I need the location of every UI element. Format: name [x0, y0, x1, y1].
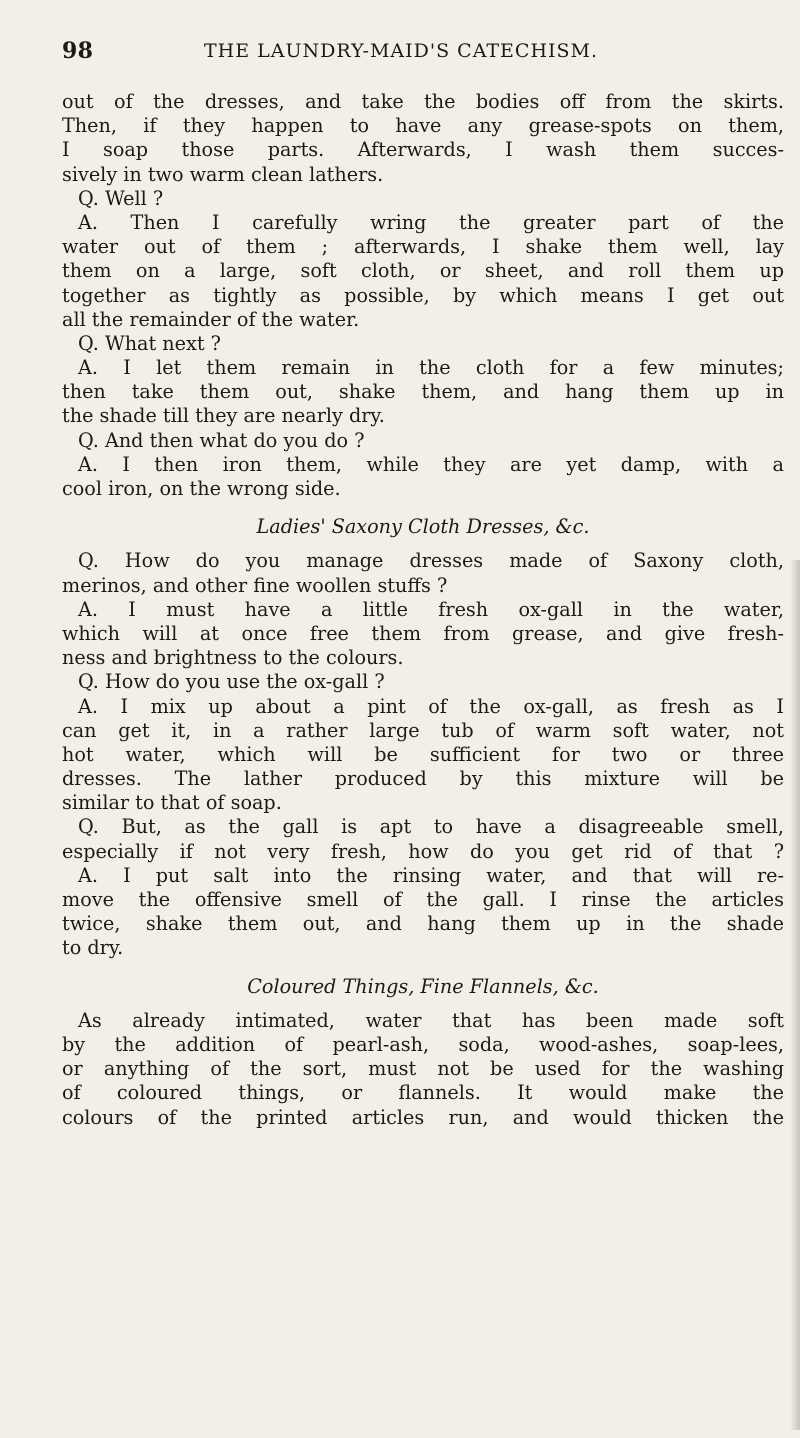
- text-line: then take them out, shake them, and hang them up in: [62, 380, 784, 404]
- text-line: the shade till they are nearly dry.: [62, 404, 385, 428]
- text-line: Q. How do you use the ox-gall ?: [78, 670, 385, 694]
- text-line: dresses. The lather produced by this mixture will be: [62, 767, 784, 791]
- text-line: A. I then iron them, while they are yet damp, with a: [78, 452, 784, 476]
- text-line: which will at once free them from grease, and give fresh-: [62, 621, 784, 645]
- text-line: of coloured things, or flannels. It would make the: [62, 1081, 784, 1105]
- text-line: hot water, which will be sufficient for two or three: [62, 742, 784, 766]
- text-line: As already intimated, water that has been made soft: [78, 1008, 784, 1032]
- text-line: Q. Well ?: [78, 186, 164, 210]
- text-line: can get it, in a rather large tub of warm soft water, not: [62, 718, 784, 742]
- text-line: to dry.: [62, 936, 124, 960]
- text-line: A. I must have a little fresh ox-gall in the water,: [78, 597, 784, 621]
- text-line: A. I put salt into the rinsing water, and that will re-: [78, 863, 784, 887]
- section-heading: Coloured Things, Fine Flannels, &c.: [247, 974, 599, 998]
- section-heading: Ladies' Saxony Cloth Dresses, &c.: [256, 515, 590, 539]
- text-line: A. I let them remain in the cloth for a few minutes;: [78, 356, 784, 380]
- running-title: THE LAUNDRY-MAID'S CATECHISM.: [204, 40, 599, 62]
- text-line: A. Then I carefully wring the greater part of the: [78, 210, 784, 234]
- text-line: Q. And then what do you do ?: [78, 428, 365, 452]
- text-line: A. I mix up about a pint of the ox-gall, as fresh as I: [78, 694, 784, 718]
- text-line: all the remainder of the water.: [62, 307, 360, 331]
- text-line: sively in two warm clean lathers.: [62, 162, 384, 186]
- text-line: ness and brightness to the colours.: [62, 646, 404, 670]
- text-line: water out of them ; afterwards, I shake them well, lay: [62, 235, 784, 259]
- text-line: Q. What next ?: [78, 331, 221, 355]
- text-line: twice, shake them out, and hang them up in the shade: [62, 912, 784, 936]
- text-line: cool iron, on the wrong side.: [62, 477, 341, 500]
- text-line: Then, if they happen to have any grease-spots on them,: [62, 114, 784, 138]
- text-line: together as tightly as possible, by which means I get out: [62, 283, 784, 307]
- page-edge-shadow: [790, 560, 800, 1430]
- text-line: out of the dresses, and take the bodies off from the skirts.: [62, 90, 784, 113]
- text-line: especially if not very fresh, how do you get rid of that ?: [62, 839, 784, 863]
- text-line: merinos, and other fine woollen stuffs ?: [62, 573, 448, 597]
- text-line: them on a large, soft cloth, or sheet, and roll them up: [62, 259, 784, 283]
- text-line: Q. How do you manage dresses made of Saxony cloth,: [78, 549, 784, 573]
- text-line: Q. But, as the gall is apt to have a disagreeable smell,: [78, 815, 784, 839]
- page-number: 98: [62, 38, 94, 64]
- text-line: by the addition of pearl-ash, soda, wood-ashes, soap-lees,: [62, 1032, 784, 1056]
- text-line: or anything of the sort, must not be used for the washing: [62, 1057, 784, 1081]
- body-text: [62, 90, 784, 1130]
- running-head: [62, 38, 784, 72]
- text-line: move the offensive smell of the gall. I rinse the articles: [62, 888, 784, 911]
- text-line: I soap those parts. Afterwards, I wash them succes-: [62, 138, 784, 162]
- text-line: similar to that of soap.: [62, 791, 282, 815]
- text-line: colours of the printed articles run, and would thicken the: [62, 1105, 784, 1129]
